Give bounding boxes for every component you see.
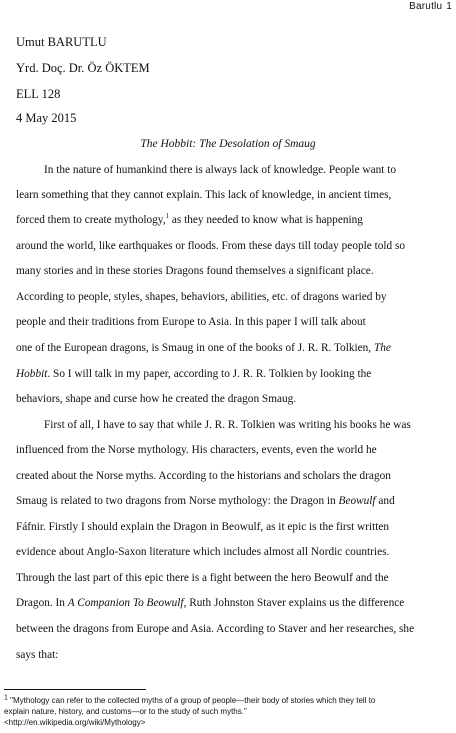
- companion-title-italic: A Companion To Beowulf,: [67, 597, 187, 609]
- instructor-name: Yrd. Doç. Dr. Öz ÖKTEM: [16, 61, 150, 75]
- p2-line-10: says that:: [16, 649, 59, 661]
- running-header: [405, 1, 452, 12]
- p1-line-8: [16, 343, 391, 354]
- p2-line-3: created about the Norse myths. According to the historians and scholars the dragon: [16, 470, 391, 482]
- footnote-divider: [4, 689, 146, 690]
- p2-line-6: evidence about Anglo-Saxon literature which includes almost all Nordic countries.: [16, 546, 390, 558]
- header-author: Barutlu: [409, 1, 443, 12]
- footnote-text-1: "Mythology can refer to the collected myths of a group of people—their body of stories which they tell to: [7, 696, 376, 705]
- p2-line-9: between the dragons from Europe and Asia. According to Staver and her researches, she: [16, 623, 415, 635]
- course-code: ELL 128: [16, 87, 61, 101]
- paper-title: The Hobbit: The Desolation of Smaug: [140, 138, 316, 150]
- p1-line-2: learn something that they cannot explain. This lack of knowledge, in ancient times,: [16, 189, 392, 201]
- book-title-italic-2: Hobbit: [16, 368, 48, 380]
- author-name: Umut BARUTLU: [16, 35, 107, 49]
- p1-line-9: [16, 369, 371, 380]
- p1-line-3-a: forced them to create mythology,: [16, 214, 166, 226]
- p2-line-5: Fáfnir. Firstly I should explain the Dragon in Beowulf, as it epic is the first written: [16, 521, 390, 533]
- header-page-number: 1: [446, 1, 452, 12]
- p1-line-4: around the world, like earthquakes or floods. From these days till today people told so: [16, 240, 406, 252]
- p1-line-5: many stories and in these stories Dragons found themselves a significant place.: [16, 265, 374, 277]
- p2-line-7: Through the last part of this epic there is a fight between the hero Beowulf and the: [16, 572, 389, 584]
- footnote-link[interactable]: <http://en.wikipedia.org/wiki/Mythology>: [4, 718, 146, 727]
- p1-line-6: According to people, styles, shapes, behaviors, abilities, etc. of dragons waried by: [16, 291, 387, 303]
- footnote-line-2: explain nature, history, and customs—or to the study of such myths.": [4, 707, 247, 716]
- p2-line-4-a: Smaug is related to two dragons from Norse mythology: the Dragon in: [16, 495, 339, 507]
- p1-line-10: behaviors, shape and curse how he created the dragon Smaug.: [16, 393, 297, 405]
- p2-line-8: [16, 598, 404, 609]
- p2-line-8-a: Dragon. In: [16, 597, 68, 609]
- p2-line-8-b: Ruth Johnston Staver explains us the difference: [186, 597, 405, 609]
- p1-line-9-b: . So I will talk in my paper, according to J. R. R. Tolkien by looking the: [47, 368, 372, 380]
- p1-line-3-b: as they needed to know what is happening: [169, 214, 363, 226]
- footnote-line-1: [4, 694, 376, 705]
- footnote-marker: 1: [4, 694, 8, 702]
- p1-line-3: [16, 212, 363, 226]
- p2-line-4-b: and: [375, 495, 395, 507]
- paper-date: 4 May 2015: [16, 111, 77, 125]
- beowulf-italic: Beowulf: [338, 495, 376, 507]
- footnote-ref: 1: [165, 212, 170, 221]
- p1-line-1: In the nature of humankind there is always lack of knowledge. People want to: [44, 164, 396, 176]
- p1-line-8-a: one of the European dragons, is Smaug in one of the books of J. R. R. Tolkien,: [16, 342, 374, 354]
- book-title-italic-1: The: [373, 342, 391, 354]
- p2-line-1: First of all, I have to say that while J. R. R. Tolkien was writing his books he was: [44, 419, 411, 431]
- p2-line-2: influenced from the Norse mythology. His characters, events, even the world he: [16, 444, 377, 456]
- p2-line-4: [16, 496, 395, 507]
- p1-line-7: people and their traditions from Europe to Asia. In this paper I will talk about: [16, 316, 366, 328]
